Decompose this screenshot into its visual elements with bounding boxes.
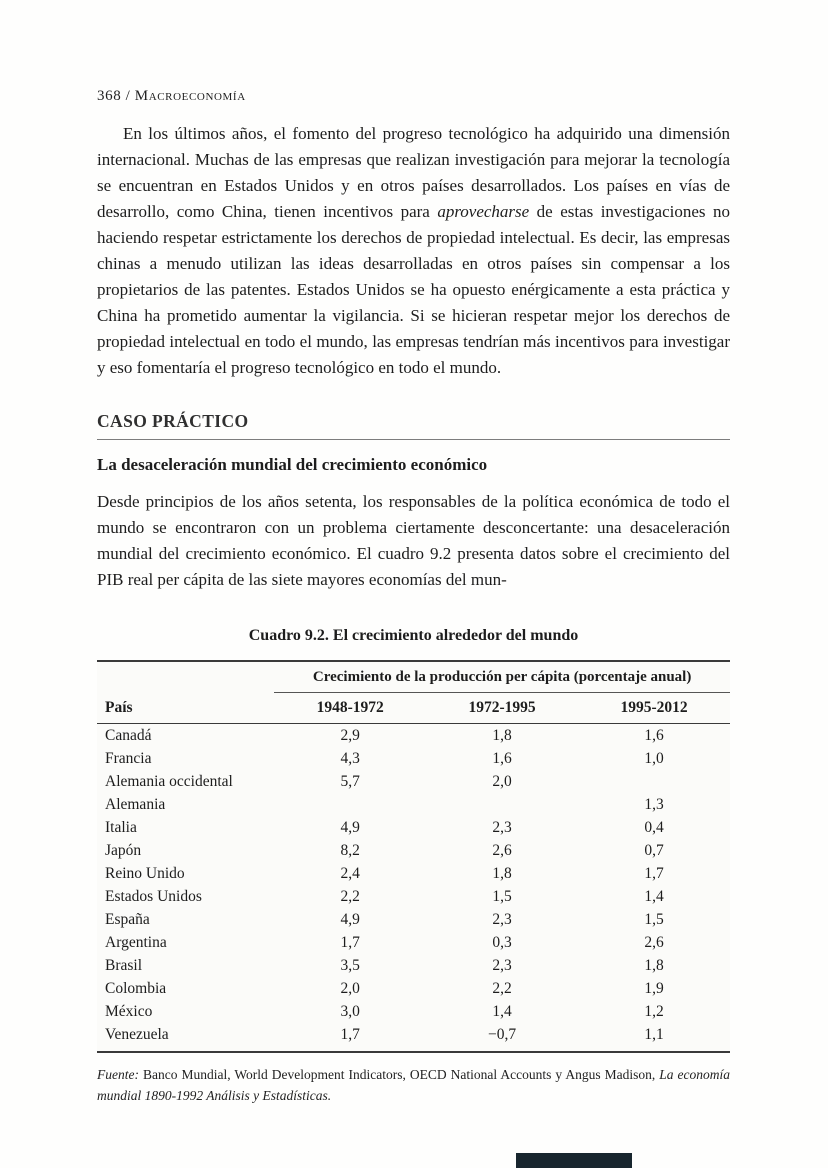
value-cell: 1,5 — [492, 887, 512, 905]
table-row — [97, 747, 730, 770]
value-cell: 4,9 — [340, 910, 360, 928]
column-header-1995-2012: 1995-2012 — [578, 693, 730, 724]
value-cell: 1,8 — [644, 956, 664, 974]
country-cell: Canadá — [105, 726, 152, 744]
value-cell: 2,3 — [492, 910, 512, 928]
country-cell: Alemania — [105, 795, 166, 813]
value-cell: 1,0 — [644, 749, 664, 767]
value-cell: 1,6 — [644, 726, 664, 744]
value-cell: 0,7 — [644, 841, 664, 859]
value-cell: 1,7 — [644, 864, 664, 882]
column-header-1948-1972: 1948-1972 — [274, 693, 426, 724]
intro-paragraph — [97, 121, 730, 381]
value-cell: 1,3 — [644, 795, 664, 813]
country-cell: Argentina — [105, 933, 167, 951]
value-cell: 1,7 — [340, 933, 360, 951]
case-study-paragraph: Desde principios de los años setenta, los responsables de la política económica de todo el mundo se encontraron con un problema ciertamente desconcertante: una desaceleración mundial del crecimiento económico. El cuadro 9.2 presenta datos sobre el crecimiento del PIB real per cápita de las siete mayores economías del mun- — [97, 492, 730, 589]
value-cell: 1,4 — [644, 887, 664, 905]
country-cell: Italia — [105, 818, 137, 836]
table-row — [97, 954, 730, 977]
case-study-title: La desaceleración mundial del crecimiento económico — [97, 455, 488, 474]
country-cell: Francia — [105, 749, 152, 767]
running-head: 368 / Macroeconomía — [97, 88, 246, 104]
value-cell: 2,3 — [492, 956, 512, 974]
table-row — [97, 839, 730, 862]
table-row — [97, 770, 730, 793]
value-cell — [426, 793, 578, 816]
value-cell — [578, 770, 730, 793]
country-cell: Reino Unido — [105, 864, 185, 882]
value-cell: 8,2 — [340, 841, 360, 859]
value-cell: 2,2 — [492, 979, 512, 997]
value-cell: 1,4 — [492, 1002, 512, 1020]
table-source-note — [97, 1064, 730, 1106]
country-cell: España — [105, 910, 150, 928]
value-cell: 0,3 — [492, 933, 512, 951]
table-row — [97, 1000, 730, 1023]
value-cell: 2,2 — [340, 887, 360, 905]
value-cell: 2,0 — [340, 979, 360, 997]
country-cell: Venezuela — [105, 1025, 169, 1043]
value-cell: 3,5 — [340, 956, 360, 974]
spanning-header: Crecimiento de la producción per cápita (porcentaje anual) — [274, 662, 730, 693]
table-row — [97, 862, 730, 885]
value-cell: 2,9 — [340, 726, 360, 744]
table-row — [97, 1023, 730, 1046]
value-cell: 1,5 — [644, 910, 664, 928]
table-row — [97, 724, 730, 748]
table-row — [97, 885, 730, 908]
value-cell: 1,2 — [644, 1002, 664, 1020]
country-cell: Colombia — [105, 979, 167, 997]
table-row — [97, 793, 730, 816]
value-cell: 2,4 — [340, 864, 360, 882]
value-cell: 2,0 — [492, 772, 512, 790]
value-cell: 2,6 — [492, 841, 512, 859]
growth-table — [97, 662, 730, 1046]
case-study-kicker: CASO PRÁCTICO — [97, 411, 730, 440]
country-cell: Alemania occidental — [105, 772, 233, 790]
value-cell: 1,7 — [340, 1025, 360, 1043]
page-edge-mark — [516, 1153, 632, 1168]
column-header-1972-1995: 1972-1995 — [426, 693, 578, 724]
value-cell: 1,8 — [492, 726, 512, 744]
value-cell: 2,3 — [492, 818, 512, 836]
table-row — [97, 977, 730, 1000]
value-cell: 3,0 — [340, 1002, 360, 1020]
table-row — [97, 908, 730, 931]
table-row — [97, 816, 730, 839]
source-italic-title: La economía mundial 1890-1992 Análisis y Estadísticas. — [97, 1067, 730, 1103]
growth-table-container — [97, 660, 730, 1053]
value-cell: 5,7 — [340, 772, 360, 790]
page-content — [97, 0, 730, 1120]
value-cell: 1,9 — [644, 979, 664, 997]
table-row — [97, 931, 730, 954]
value-cell: 1,8 — [492, 864, 512, 882]
intro-text-1: En los últimos años, el fomento del progreso tecnológico ha adquirido una dimensión internacional. Muchas de las empresas que realizan investigación para mejorar la tecnología se encuentran en Estados Unidos y en otros países desarrollados. Los países en vías de desarrollo, como China, tienen incentivos para — [97, 124, 730, 221]
value-cell: 0,4 — [644, 818, 664, 836]
value-cell: 4,9 — [340, 818, 360, 836]
source-text: Banco Mundial, World Development Indicators, OECD National Accounts y Angus Madison, — [138, 1067, 660, 1082]
country-cell: Brasil — [105, 956, 143, 974]
spanning-header-row — [97, 662, 730, 693]
value-cell: 1,6 — [492, 749, 512, 767]
spanning-header-spacer — [97, 662, 274, 693]
country-cell: México — [105, 1002, 153, 1020]
source-label: Fuente: — [97, 1067, 139, 1082]
country-cell: Estados Unidos — [105, 887, 202, 905]
value-cell — [274, 793, 426, 816]
value-cell: 4,3 — [340, 749, 360, 767]
column-header-row — [97, 693, 730, 724]
column-header-country: País — [97, 693, 274, 724]
value-cell: −0,7 — [488, 1025, 517, 1043]
country-cell: Japón — [105, 841, 142, 859]
value-cell: 2,6 — [644, 933, 664, 951]
intro-italic-word: aprovecharse — [437, 202, 530, 221]
value-cell: 1,1 — [644, 1025, 664, 1043]
table-caption: Cuadro 9.2. El crecimiento alrededor del mundo — [248, 627, 579, 644]
intro-text-2: de estas investigaciones no haciendo respetar estrictamente los derechos de propiedad intelectual. Es decir, las empresas chinas a menudo utilizan las ideas desarrolladas en otros países sin compensar a los propietarios de las patentes. Estados Unidos se ha opuesto enérgicamente a esta práctica y China ha prometido aumentar la vigilancia. Si se hicieran respetar mejor los derechos de propiedad intelectual en todo el mundo, las empresas tendrían más incentivos para investigar y eso fomentaría el progreso tecnológico en todo el mundo. — [97, 202, 730, 377]
